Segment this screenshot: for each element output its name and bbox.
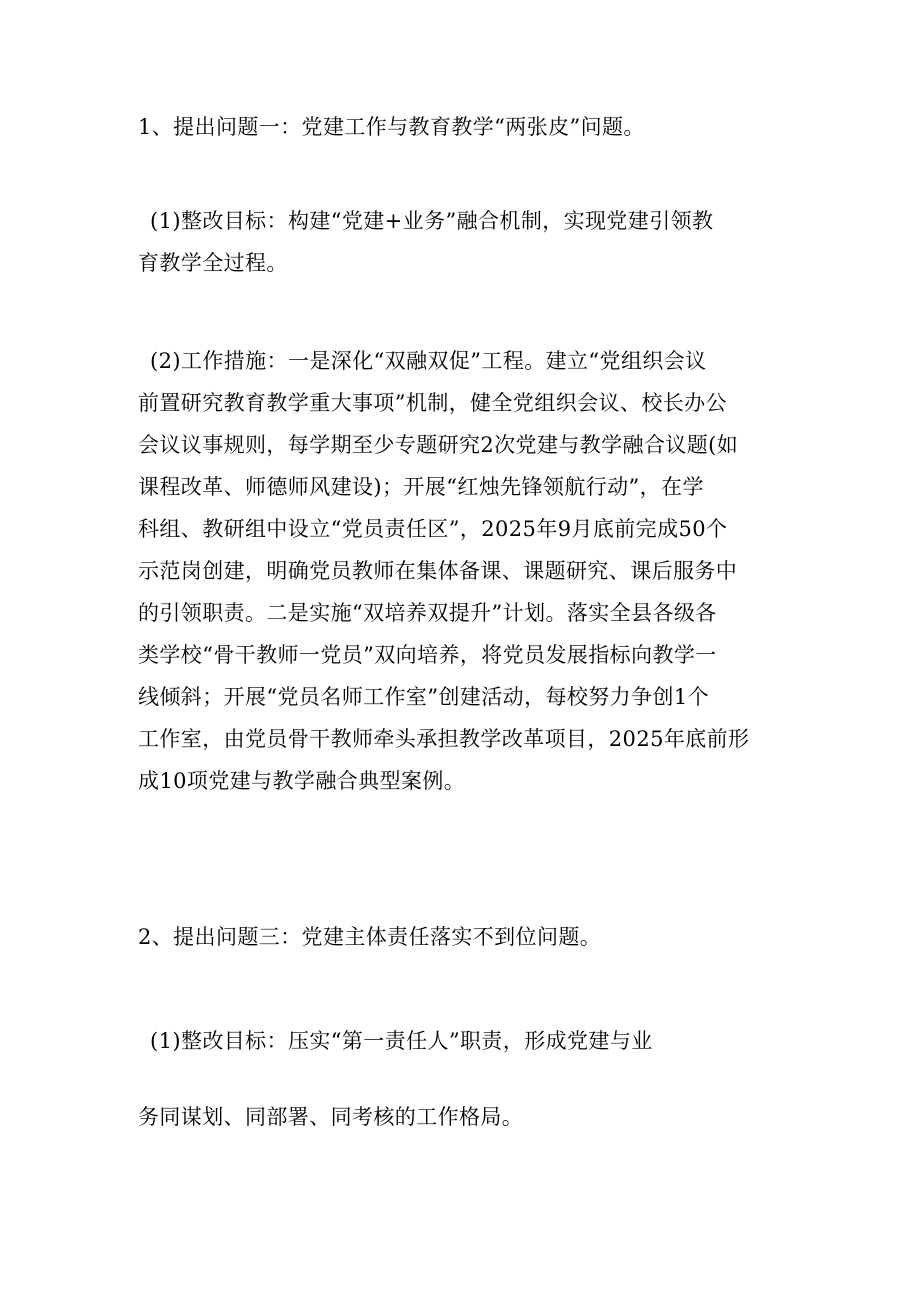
- paragraph-goal-2: [150, 1020, 790, 1062]
- paragraph-goal-1: [138, 200, 790, 284]
- heading-issue-2: [138, 916, 788, 958]
- text-line: (2)工作措施：一是深化“双融双促”工程。建立“党组织会议: [150, 349, 707, 373]
- text-line: 科组、教研组中设立“党员责任区”，2025年9月底前完成50个: [138, 517, 728, 541]
- text-line: 工作室，由党员骨干教师牵头承担教学改革项目，2025年底前形: [138, 727, 750, 751]
- text-line: 的引领职责。二是实施“双培养双提升”计划。落实全县各级各: [138, 601, 717, 625]
- text-line: 务同谋划、同部署、同考核的工作格局。: [138, 1105, 524, 1129]
- text-line: 1、提出问题一：党建工作与教育教学“两张皮”问题。: [138, 115, 645, 139]
- text-line: 育教学全过程。: [138, 251, 288, 275]
- text-line: 示范岗创建，明确党员教师在集体备课、课题研究、课后服务中: [138, 559, 738, 583]
- paragraph-measures-1: [138, 340, 790, 802]
- text-line: 课程改革、师德师风建设)；开展“红烛先锋领航行动”，在学: [138, 475, 704, 499]
- text-line: 类学校“骨干教师一党员”双向培养，将党员发展指标向教学一: [138, 643, 717, 667]
- text-line: (1)整改目标：构建“党建+业务”融合机制，实现党建引领教: [150, 209, 714, 233]
- text-line: 线倾斜；开展“党员名师工作室”创建活动，每校努力争创1个: [138, 685, 710, 709]
- paragraph-goal-2-continued: [138, 1096, 788, 1138]
- text-line: 会议议事规则，每学期至少专题研究2次党建与教学融合议题(如: [138, 433, 739, 457]
- text-line: (1)整改目标：压实“第一责任人”职责，形成党建与业: [150, 1029, 653, 1053]
- text-line: 成10项党建与教学融合典型案例。: [138, 769, 466, 793]
- heading-issue-1: [138, 106, 788, 148]
- text-line: 2、提出问题三：党建主体责任落实不到位问题。: [138, 925, 602, 949]
- text-line: 前置研究教育教学重大事项”机制，健全党组织会议、校长办公: [138, 391, 727, 415]
